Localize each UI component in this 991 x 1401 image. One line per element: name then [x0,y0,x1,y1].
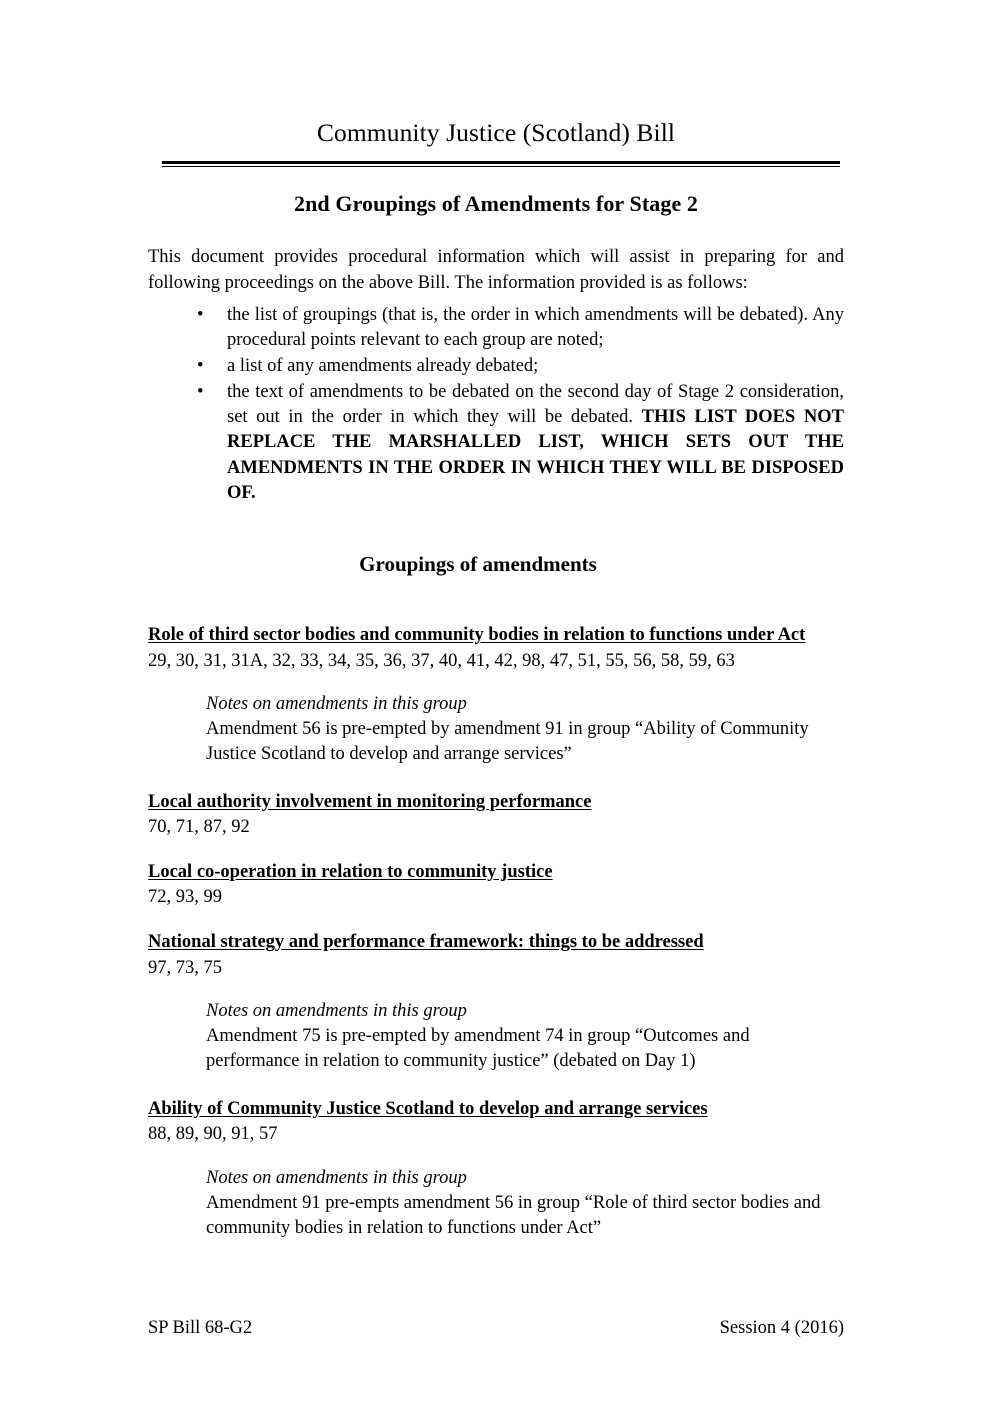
grouping-title: Local authority involvement in monitoring performance [148,791,592,812]
grouping-item [148,860,844,910]
list-item-text: the list of groupings (that is, the order in which amendments will be debated). Any procedural points relevant to each group are noted; [227,304,844,350]
footer-session: Session 4 (2016) [719,1318,844,1338]
list-item [148,303,844,353]
grouping-item [148,1097,844,1244]
list-item-text: a list of any amendments already debated; [227,356,539,376]
grouping-item [148,930,844,1077]
bullet-icon: • [197,382,204,403]
grouping-notes [148,1147,844,1243]
grouping-title: Local co-operation in relation to community justice [148,861,553,882]
notes-text: Amendment 91 pre-empts amendment 56 in group “Role of third sector bodies and community bodies in relation to functions under Act” [206,1192,821,1239]
list-item-text: the text of amendments to be debated on the second day of Stage 2 consideration, set out in the order in which they will be debated. [227,382,844,428]
grouping-amendment-numbers: 72, 93, 99 [148,887,222,908]
grouping-amendment-numbers: 70, 71, 87, 92 [148,817,250,838]
grouping-amendment-numbers: 88, 89, 90, 91, 57 [148,1124,278,1145]
grouping-item [148,790,844,840]
grouping-item [148,623,844,770]
notes-text: Amendment 56 is pre-empted by amendment 91 in group “Ability of Community Justice Scotland to develop and arrange services” [206,719,809,765]
list-item [148,380,844,506]
bullet-icon: • [197,356,204,376]
page-title: Community Justice (Scotland) Bill [316,118,676,147]
notes-text: Amendment 75 is pre-empted by amendment 74 in group “Outcomes and performance in relation to community justice” (debated on Day 1) [206,1026,750,1072]
document-subtitle: 2nd Groupings of Amendments for Stage 2 [293,191,699,217]
list-item-emphasis: THIS LIST DOES NOT REPLACE THE MARSHALLED LIST, WHICH SETS OUT THE AMENDMENTS IN THE ORDER IN WHICH THEY WILL BE DISPOSED OF. [227,407,844,503]
notes-label: Notes on amendments in this group [206,1167,467,1188]
grouping-title: Role of third sector bodies and community bodies in relation to functions under Act [148,624,806,645]
grouping-amendment-numbers: 29, 30, 31, 31A, 32, 33, 34, 35, 36, 37, 40, 41, 42, 98, 47, 51, 55, 56, 58, 59, 63 [148,650,735,671]
footer-bill-reference: SP Bill 68-G2 [148,1318,253,1338]
notes-label: Notes on amendments in this group [206,694,467,715]
grouping-notes [148,673,844,769]
grouping-notes [148,980,844,1076]
grouping-title: Ability of Community Justice Scotland to develop and arrange services [148,1098,708,1119]
intro-bullet-list [148,303,844,506]
section-heading-groupings: Groupings of amendments [359,551,597,576]
grouping-amendment-numbers: 97, 73, 75 [148,957,222,978]
bullet-icon: • [197,304,204,325]
intro-paragraph: This document provides procedural information which will assist in preparing for and following proceedings on the above Bill. The information provided is as follows: [148,247,844,293]
page-footer [148,1318,844,1339]
groupings-list [148,577,844,1243]
notes-label: Notes on amendments in this group [206,1001,467,1022]
document-content [148,0,844,1243]
list-item [148,354,844,379]
grouping-title: National strategy and performance framework: things to be addressed [148,931,704,952]
